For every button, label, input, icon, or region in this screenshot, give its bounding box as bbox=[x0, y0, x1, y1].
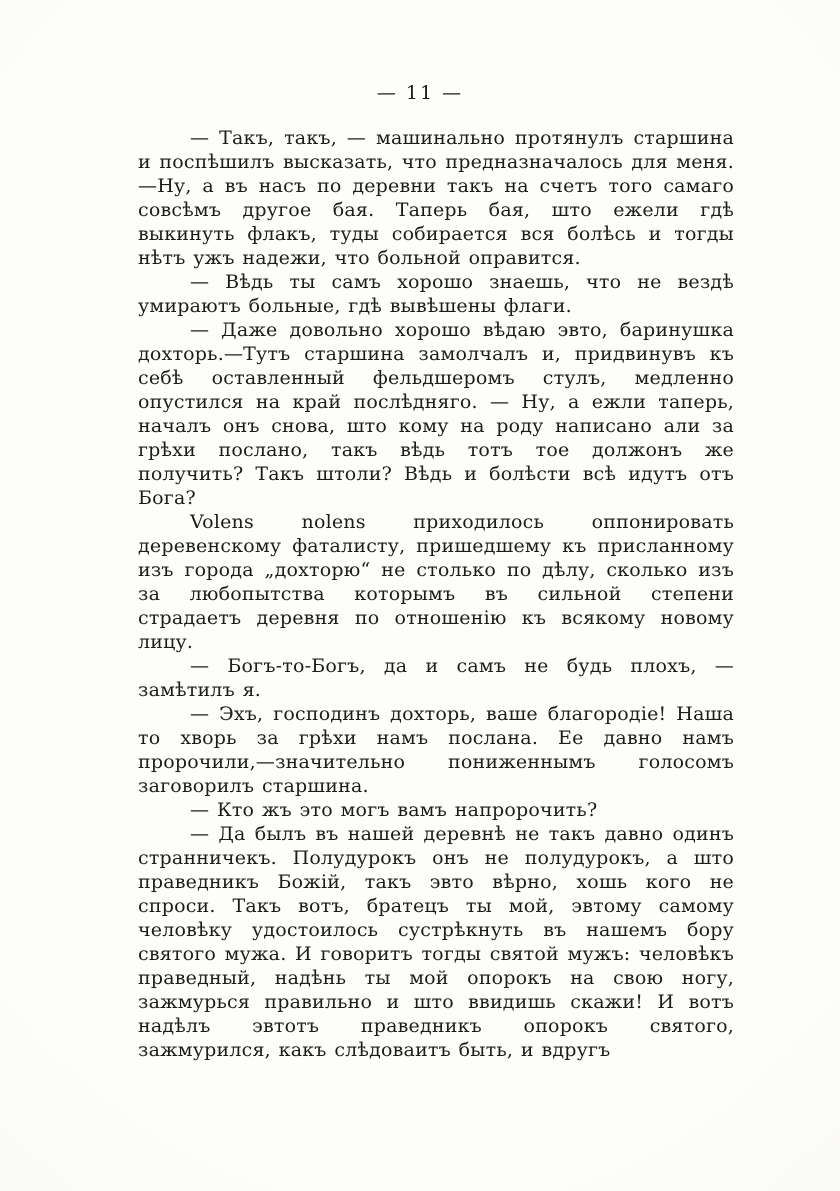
paragraph: — Вѣдь ты самъ хорошо знаешь, что не вездѣ умираютъ больные, гдѣ вывѣшены флаги. bbox=[138, 271, 734, 317]
paragraph: — Даже довольно хорошо вѣдаю эвто, баринушка дохторь.—Тутъ старшина замолчалъ и, придвинувъ къ себѣ оставленный фельдшеромъ стулъ, медленно опустился на край послѣдняго. — Ну, а ежли таперь, началъ онъ снова, што кому на роду написано али за грѣхи послано, такъ вѣдь тотъ тое должонъ же получить? Такъ штоли? Вѣдь и болѣсти всѣ идутъ отъ Бога? bbox=[138, 319, 734, 509]
paragraph: — Богъ-то-Богъ, да и самъ не будь плохъ, — замѣтилъ я. bbox=[138, 655, 734, 701]
page-number: — 11 — bbox=[376, 82, 464, 104]
paragraph: — Такъ, такъ, — машинально протянулъ старшина и поспѣшилъ высказать, что предназначалось для меня.—Ну, а въ насъ по деревни такъ на счетъ того самаго совсѣмъ другое бая. Таперь бая, што ежели гдѣ выкинуть флакъ, туды собирается вся болѣсь и тогды нѣтъ ужъ надежи, что больной оправится. bbox=[138, 127, 734, 269]
paragraph: — Кто жъ это могъ вамъ напророчить? bbox=[190, 799, 598, 821]
paragraph: — Эхъ, господинъ дохторь, ваше благородіе! Наша то хворь за грѣхи намъ послана. Ее давно намъ пророчили,—значительно пониженнымъ голосомъ заговорилъ старшина. bbox=[138, 703, 734, 797]
page-text bbox=[138, 126, 734, 1062]
paragraph: Volens nolens приходилось оппонировать деревенскому фаталисту, пришедшему къ присланному изъ города „дохторю“ не столько по дѣлу, сколько изъ за любопытства которымъ въ сильной степени страдаетъ деревня по отношенію къ всякому новому лицу. bbox=[138, 511, 734, 653]
paragraph: — Да былъ въ нашей деревнѣ не такъ давно одинъ странничекъ. Полудурокъ онъ не полудурокъ, а што праведникъ Божій, такъ эвто вѣрно, хошь кого не спроси. Такъ вотъ, братецъ ты мой, эвтому самому человѣку удостоилось сустрѣкнуть въ нашемъ бору святого мужа. И говоритъ тогды святой мужъ: человѣкъ праведный, надѣнь ты мой опорокъ на свою ногу, зажмурься правильно и што ввидишь скажи! И вотъ надѣлъ эвтотъ праведникъ опорокъ святого, зажмурился, какъ слѣдоваитъ быть, и вдругъ bbox=[138, 823, 734, 1061]
